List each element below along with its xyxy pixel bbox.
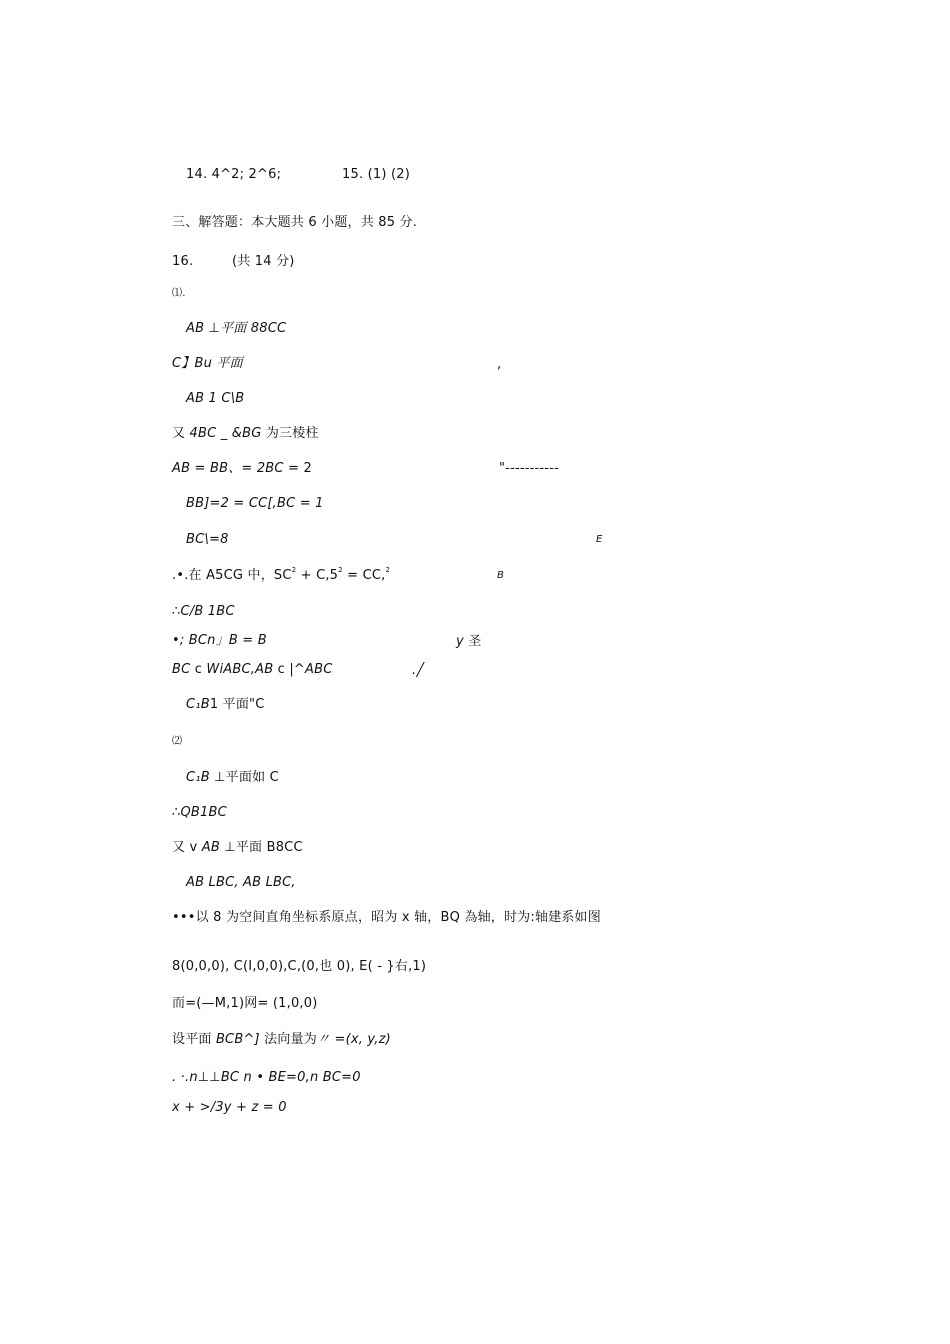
proof-line: . ·.n⊥⊥BC n • BE=0,n BC=0 xyxy=(172,1070,361,1085)
superscript: 2 xyxy=(338,566,343,574)
proof-line xyxy=(172,462,312,475)
proof-line xyxy=(172,427,319,440)
proof-line: ∴QB1BC xyxy=(172,805,227,820)
proof-text: ⊥平面如 C xyxy=(209,770,279,785)
proof-text: c xyxy=(273,662,290,677)
proof-text: WiABC,AB xyxy=(206,662,274,677)
proof-text: 法向量为 xyxy=(259,1032,317,1047)
figure-mark: .╱ xyxy=(412,663,425,678)
dash-line: "----------- xyxy=(499,461,559,476)
proof-text: 为三棱柱 xyxy=(265,426,319,441)
figure-label: E xyxy=(596,534,603,545)
section-heading: 三、解答题：本大题共 6 小题，共 85 分. xyxy=(172,215,418,230)
proof-line xyxy=(172,663,333,676)
proof-text: ⊥平面 B8CC xyxy=(219,840,303,855)
proof-text: |^ABC xyxy=(289,662,333,677)
stray-mark: , xyxy=(497,357,502,372)
proof-line xyxy=(186,771,279,784)
answer-15: 15. (1) (2) xyxy=(342,167,410,182)
proof-text: = 2 xyxy=(283,461,312,476)
proof-line xyxy=(172,566,391,583)
proof-text: + C,5 xyxy=(296,568,339,583)
proof-text: 1 平面"C xyxy=(209,697,265,712)
proof-line: BB]=2 = CC[,BC = 1 xyxy=(186,496,324,511)
proof-line xyxy=(172,841,303,854)
proof-text: c xyxy=(190,662,207,677)
proof-text: AB = BB、= 2BC xyxy=(172,461,284,476)
figure-label xyxy=(456,635,481,648)
proof-line: ∴C/B 1BC xyxy=(172,604,235,619)
question-16-points: (共 14 分) xyxy=(232,254,295,269)
proof-line xyxy=(186,698,264,711)
proof-text: y xyxy=(456,634,464,649)
proof-line: C】Bu 平面 xyxy=(172,356,243,371)
proof-line: 8(0,0,0), C(I,0,0),C,(0,也 0), E( - }右,1) xyxy=(172,959,427,974)
proof-line: AB 1 C\B xyxy=(186,391,245,406)
proof-text: 4BC _ &BG xyxy=(189,426,262,441)
proof-line xyxy=(172,1033,391,1046)
proof-line: •; BCn」B = B xyxy=(172,633,267,648)
proof-text: 又 xyxy=(172,426,186,441)
part-2-label: ⑵ xyxy=(172,736,183,747)
proof-text: 设平面 xyxy=(172,1032,216,1047)
superscript: 2 xyxy=(291,566,297,574)
proof-line: •••以 8 为空间直角坐标系原点，昭为 x 轴，BQ 為轴，时为:轴建系如图 xyxy=(172,910,601,925)
part-1-label: ⑴. xyxy=(172,288,186,299)
proof-text: BC xyxy=(172,662,191,677)
proof-text: BCB^] xyxy=(215,1032,260,1047)
proof-line: AB ⊥平面 88CC xyxy=(186,321,287,336)
proof-text: C₁B xyxy=(186,697,210,712)
proof-line: AB LBC, AB LBC, xyxy=(186,875,296,890)
proof-line: 而=(—M,1)网= (1,0,0) xyxy=(172,996,318,1011)
proof-text: .•.在 A5CG 中，SC xyxy=(172,568,292,583)
proof-text: C₁B xyxy=(186,770,210,785)
proof-text: AB xyxy=(201,840,220,855)
proof-text: 〃 =(x, y,z) xyxy=(316,1032,391,1047)
proof-text: = CC, xyxy=(342,568,386,583)
question-16-number: 16. xyxy=(172,254,194,269)
answer-14: 14. 4^2; 2^6; xyxy=(186,167,282,182)
figure-label: B xyxy=(497,570,505,581)
proof-text: 又 v xyxy=(172,840,202,855)
proof-line: BC\=8 xyxy=(186,532,229,547)
proof-text: 圣 xyxy=(463,634,482,649)
proof-line: x + >/3y + z = 0 xyxy=(172,1100,287,1115)
superscript: 2 xyxy=(385,566,391,574)
